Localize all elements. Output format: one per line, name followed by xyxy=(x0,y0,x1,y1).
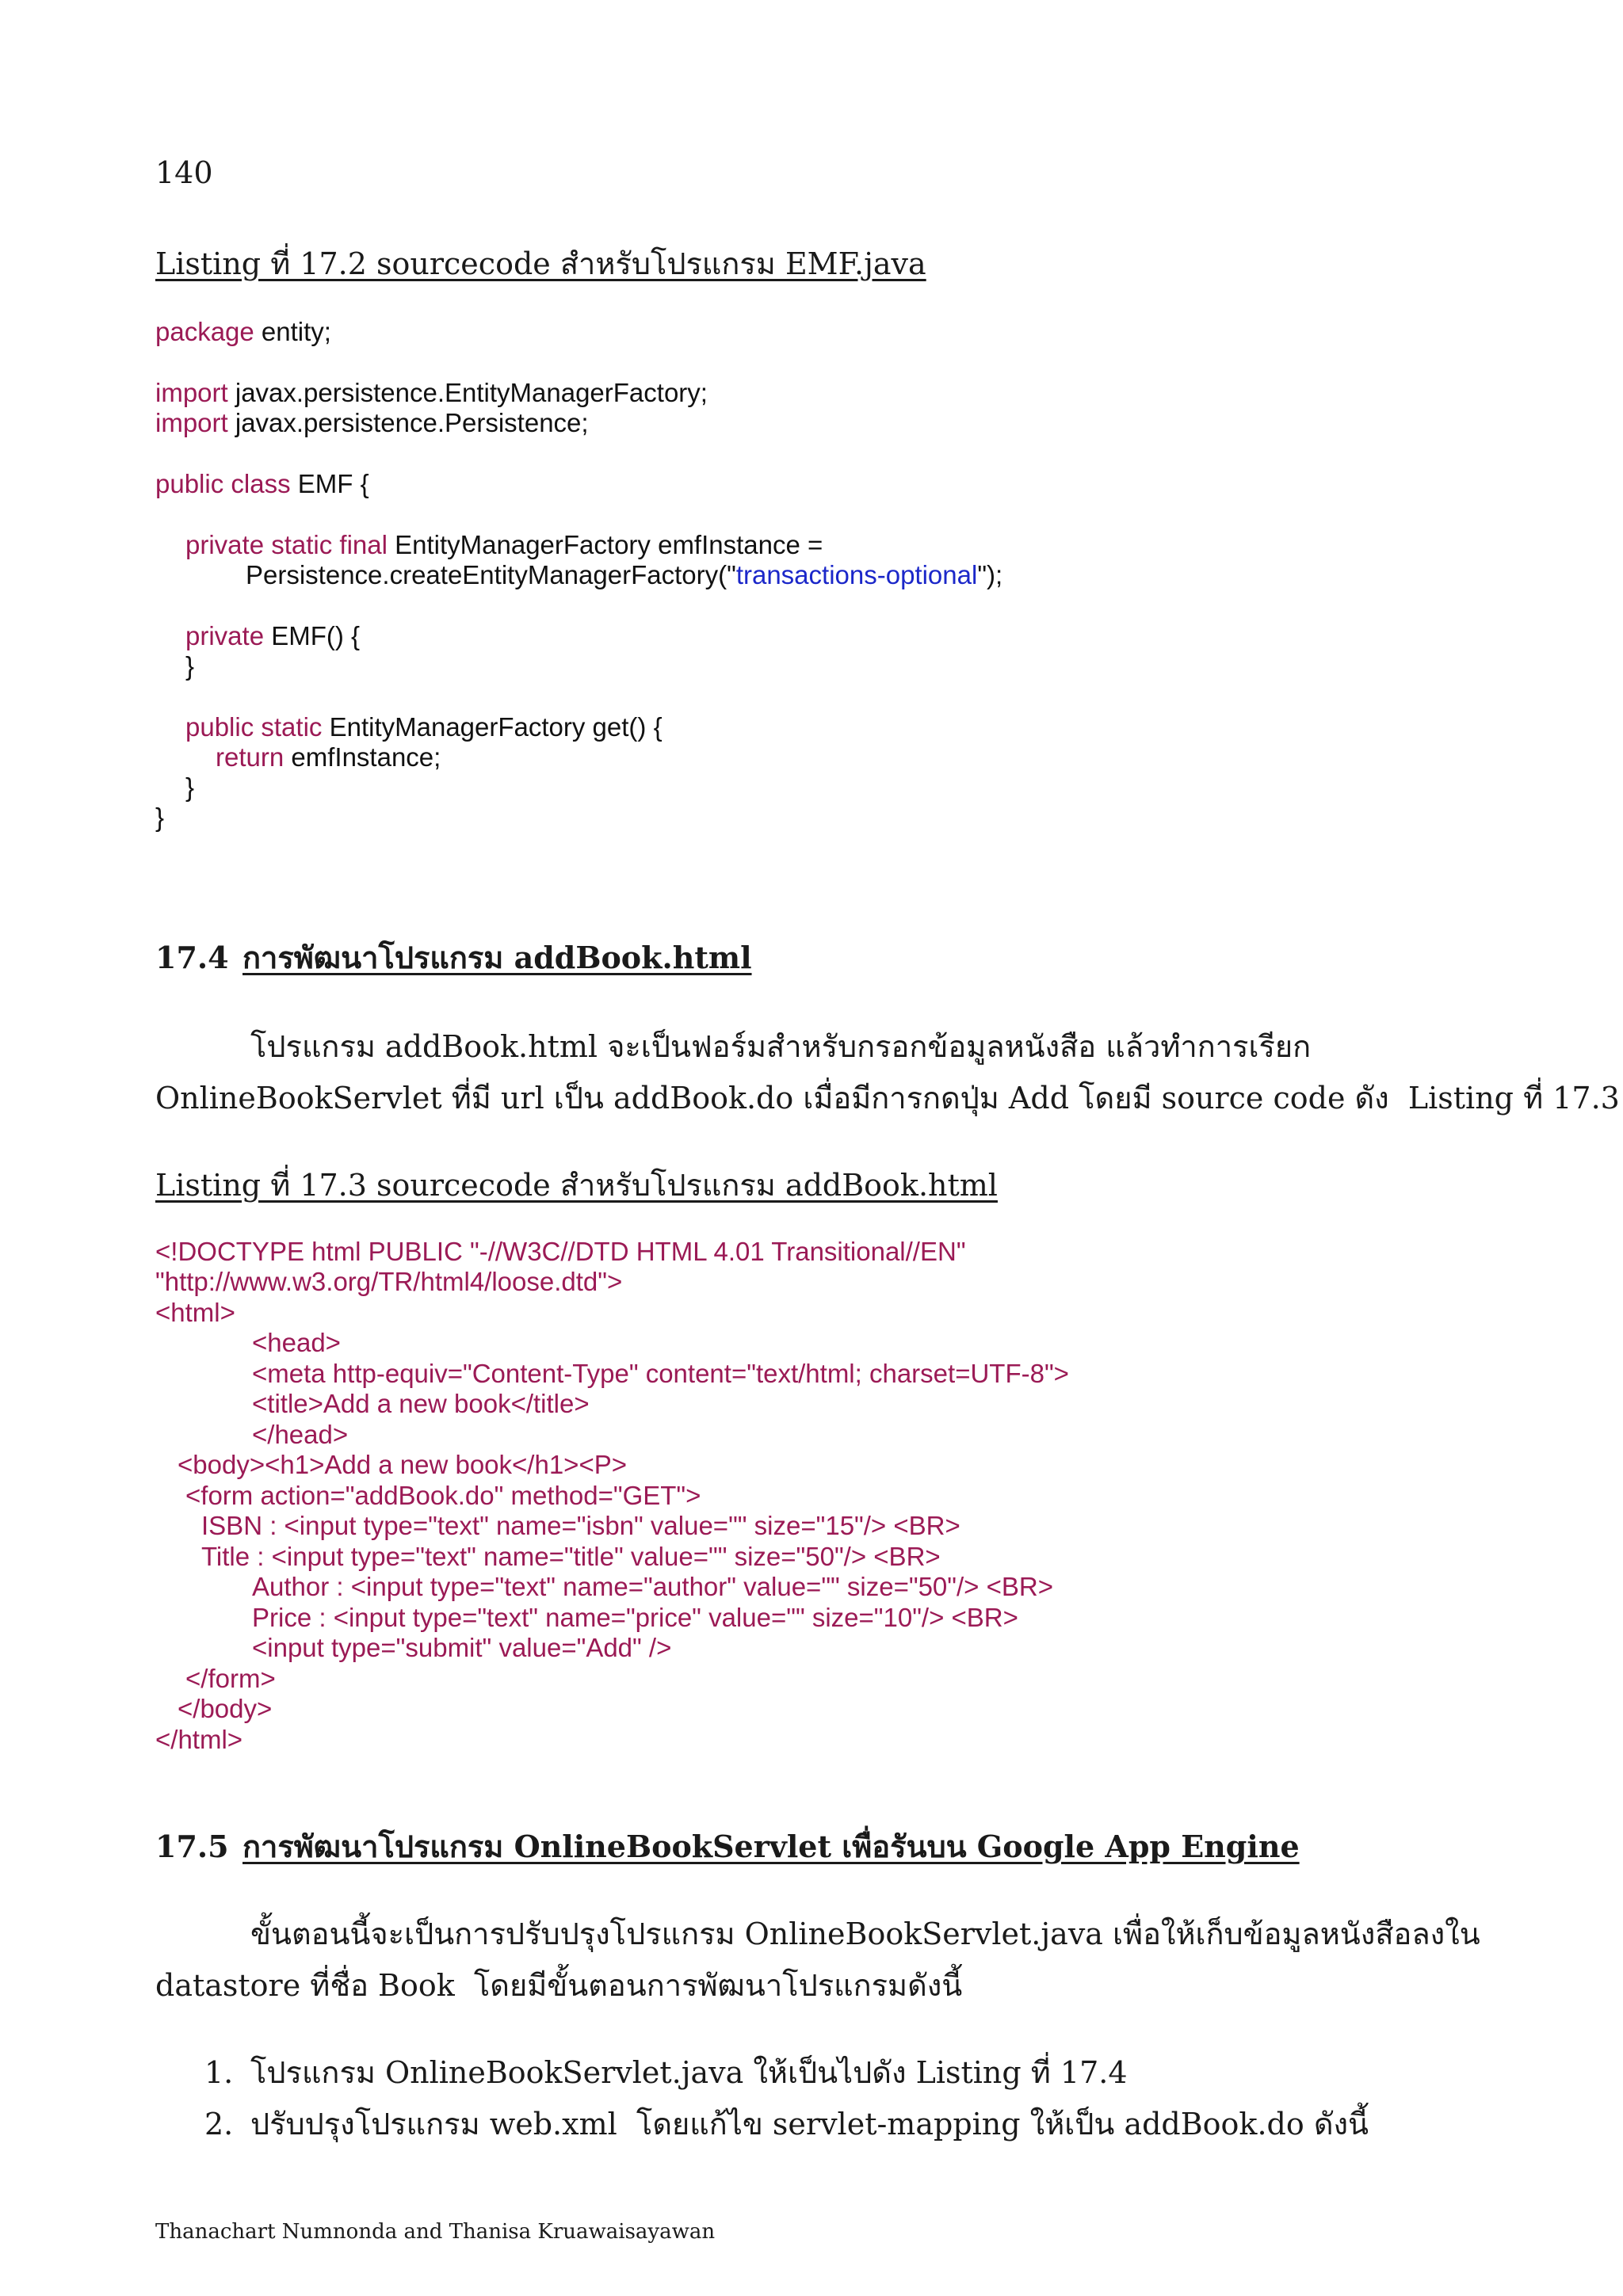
section-title: การพัฒนาโปรแกรม OnlineBookServlet เพื่อรันบน Google App Engine xyxy=(242,1829,1300,1864)
code-string: transactions-optional xyxy=(735,560,978,589)
html-code-line: <title>Add a new book</title> xyxy=(252,1389,590,1418)
code-line xyxy=(155,803,164,833)
html-code-line: Price : <input type="text" name="price" value="" size="10"/> <BR> xyxy=(252,1603,1018,1632)
paragraph-line: OnlineBookServlet ที่มี url เป็น addBook.do เมื่อมีการกดปุ่ม Add โดยมี source code ดัง Listing ที่ 17.3 xyxy=(155,1081,1620,1116)
code-text: javax.persistence.EntityManagerFactory; xyxy=(227,378,708,407)
html-code-line: <html> xyxy=(155,1298,235,1327)
code-line xyxy=(155,378,708,408)
html-code-line: <body><h1>Add a new book</h1><P> xyxy=(178,1450,627,1479)
code-keyword: public static xyxy=(185,712,323,742)
code-line xyxy=(185,712,663,742)
code-text: javax.persistence.Persistence; xyxy=(227,408,589,437)
list-text: โปรแกรม OnlineBookServlet.java ให้เป็นไปดัง Listing ที่ 17.4 xyxy=(250,2055,1128,2090)
paragraph-line: datastore ที่ชื่อ Book โดยมีขั้นตอนการพัฒนาโปรแกรมดังนี้ xyxy=(155,1968,963,2003)
code-text: "); xyxy=(977,560,1003,589)
html-code-line: </form> xyxy=(185,1664,276,1693)
section-number: 17.4 xyxy=(155,940,229,975)
code-text: EntityManagerFactory emfInstance = xyxy=(387,530,823,559)
html-code-line: <meta http-equiv="Content-Type" content="text/html; charset=UTF-8"> xyxy=(252,1359,1069,1388)
list-number: 1. xyxy=(204,2055,234,2090)
html-code-line: <form action="addBook.do" method="GET"> xyxy=(185,1481,701,1510)
html-code-line: Author : <input type="text" name="author" value="" size="50"/> <BR> xyxy=(252,1572,1053,1601)
code-text: entity; xyxy=(254,317,331,346)
code-keyword: import xyxy=(155,378,228,407)
code-keyword: package xyxy=(155,317,254,346)
code-keyword: public class xyxy=(155,469,291,498)
code-text: emfInstance; xyxy=(284,742,441,772)
code-line xyxy=(185,530,823,560)
page-number: 140 xyxy=(155,155,213,190)
code-line xyxy=(246,560,1002,590)
code-text: } xyxy=(185,772,195,802)
code-line xyxy=(216,742,441,772)
code-keyword: return xyxy=(216,742,285,772)
listing-17-3-caption: Listing ที่ 17.3 sourcecode สำหรับโปรแกรม addBook.html xyxy=(155,1168,998,1203)
code-text: } xyxy=(155,803,165,832)
paragraph-line: โปรแกรม addBook.html จะเป็นฟอร์มสำหรับกรอกข้อมูลหนังสือ แล้วทำการเรียก xyxy=(250,1029,1312,1064)
code-line xyxy=(155,317,331,347)
code-line xyxy=(155,408,589,438)
code-keyword: import xyxy=(155,408,228,437)
html-code-line: </body> xyxy=(178,1694,273,1723)
listing-17-2-caption: Listing ที่ 17.2 sourcecode สำหรับโปรแกรม EMF.java xyxy=(155,246,926,281)
section-title: การพัฒนาโปรแกรม addBook.html xyxy=(242,940,752,975)
html-code-line: "http://www.w3.org/TR/html4/loose.dtd"> xyxy=(155,1267,623,1296)
code-text: EMF { xyxy=(290,469,369,498)
paragraph-line: ขั้นตอนนี้จะเป็นการปรับปรุงโปรแกรม OnlineBookServlet.java เพื่อให้เก็บข้อมูลหนังสือลงใน xyxy=(250,1917,1480,1951)
code-keyword: private xyxy=(185,621,265,650)
list-item xyxy=(204,2048,1128,2096)
code-text: Persistence.createEntityManagerFactory(" xyxy=(246,560,736,589)
list-number: 2. xyxy=(204,2107,234,2142)
html-code-line: Title : <input type="text" name="title" value="" size="50"/> <BR> xyxy=(201,1542,941,1571)
html-code-line: </html> xyxy=(155,1725,243,1754)
list-text: ปรับปรุงโปรแกรม web.xml โดยแก้ไข servlet-mapping ให้เป็น addBook.do ดังนี้ xyxy=(250,2107,1369,2142)
page-footer: Thanachart Numnonda and Thanisa Kruawaisayawan xyxy=(155,2220,716,2244)
html-code-line: </head> xyxy=(252,1420,349,1449)
section-17-4-heading xyxy=(155,933,752,982)
code-line xyxy=(185,651,194,681)
code-line xyxy=(155,469,369,499)
code-keyword: private static final xyxy=(185,530,388,559)
list-item xyxy=(204,2100,1369,2148)
code-line xyxy=(185,621,360,651)
html-code-line: <head> xyxy=(252,1328,341,1357)
section-number: 17.5 xyxy=(155,1829,229,1864)
code-text: EntityManagerFactory get() { xyxy=(322,712,663,742)
section-17-5-heading xyxy=(155,1822,1300,1871)
code-text: } xyxy=(185,651,195,681)
html-code-line: ISBN : <input type="text" name="isbn" value="" size="15"/> <BR> xyxy=(201,1511,960,1540)
html-code-line: <!DOCTYPE html PUBLIC "-//W3C//DTD HTML 4.01 Transitional//EN" xyxy=(155,1237,966,1266)
code-text: EMF() { xyxy=(264,621,361,650)
html-code-line: <input type="submit" value="Add" /> xyxy=(252,1633,672,1662)
code-line xyxy=(185,772,194,803)
